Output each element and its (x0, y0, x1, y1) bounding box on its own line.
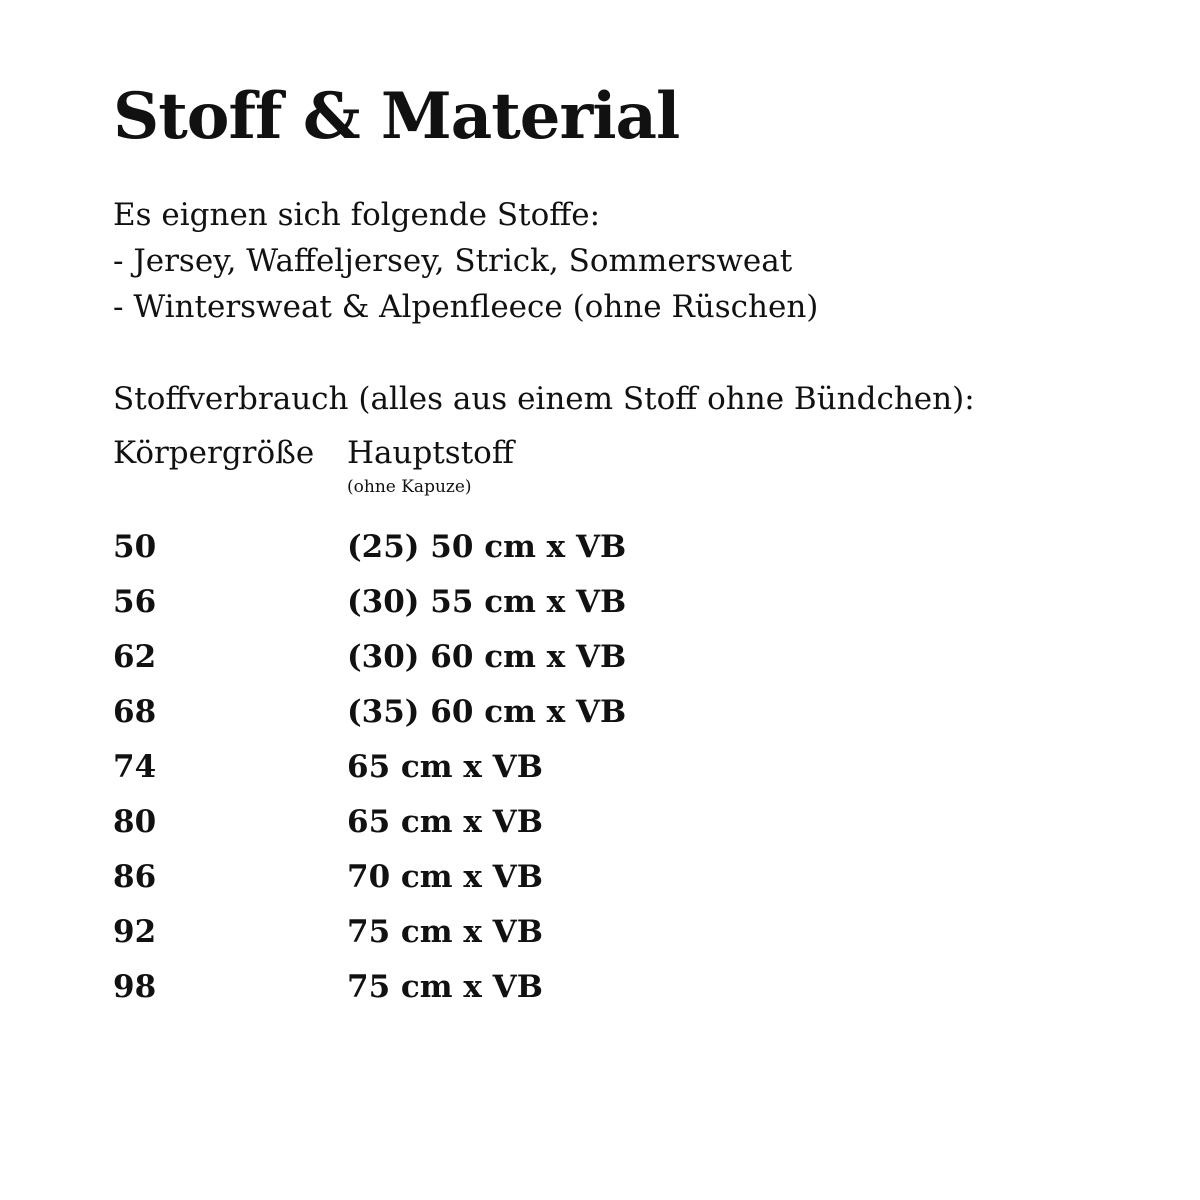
size-cell: 62 (113, 639, 157, 675)
column-header-fabric-label: Hauptstoff (347, 435, 514, 471)
column-header-fabric-note: (ohne Kapuze) (347, 477, 472, 497)
fabric-cell: (25) 50 cm x VB (347, 529, 627, 565)
suitable-fabrics-section (113, 192, 1113, 330)
fabric-table-body (113, 520, 1113, 1015)
fabric-cell: (30) 60 cm x VB (347, 639, 627, 675)
table-row (113, 795, 1113, 850)
size-cell: 86 (113, 859, 157, 895)
fabric-cell: 65 cm x VB (347, 749, 543, 785)
page-title: Stoff & Material (113, 79, 680, 154)
table-row (113, 960, 1113, 1015)
fabric-cell: 75 cm x VB (347, 914, 543, 950)
fabric-cell: (30) 55 cm x VB (347, 584, 627, 620)
fabric-cell: 75 cm x VB (347, 969, 543, 1005)
size-cell: 98 (113, 969, 157, 1005)
suitable-fabrics-heading: Es eignen sich folgende Stoffe: (113, 197, 601, 233)
fabric-cell: 65 cm x VB (347, 804, 543, 840)
size-cell: 68 (113, 694, 157, 730)
fabric-cell: 70 cm x VB (347, 859, 543, 895)
table-row (113, 850, 1113, 905)
table-row (113, 520, 1113, 575)
fabric-usage-heading: Stoffverbrauch (alles aus einem Stoff ohne Bündchen): (113, 381, 975, 417)
suitable-fabrics-item: - Wintersweat & Alpenfleece (ohne Rüschen) (113, 289, 819, 325)
table-row (113, 740, 1113, 795)
size-cell: 56 (113, 584, 157, 620)
column-header-fabric (347, 430, 514, 498)
fabric-table-header (113, 430, 1113, 498)
table-row (113, 905, 1113, 960)
size-cell: 92 (113, 914, 157, 950)
document-page (113, 78, 1113, 1015)
size-cell: 74 (113, 749, 157, 785)
column-header-size: Körpergröße (113, 435, 315, 471)
table-row (113, 575, 1113, 630)
size-cell: 80 (113, 804, 157, 840)
table-row (113, 685, 1113, 740)
suitable-fabrics-item: - Jersey, Waffeljersey, Strick, Sommersweat (113, 243, 793, 279)
table-row (113, 630, 1113, 685)
size-cell: 50 (113, 529, 157, 565)
fabric-cell: (35) 60 cm x VB (347, 694, 627, 730)
